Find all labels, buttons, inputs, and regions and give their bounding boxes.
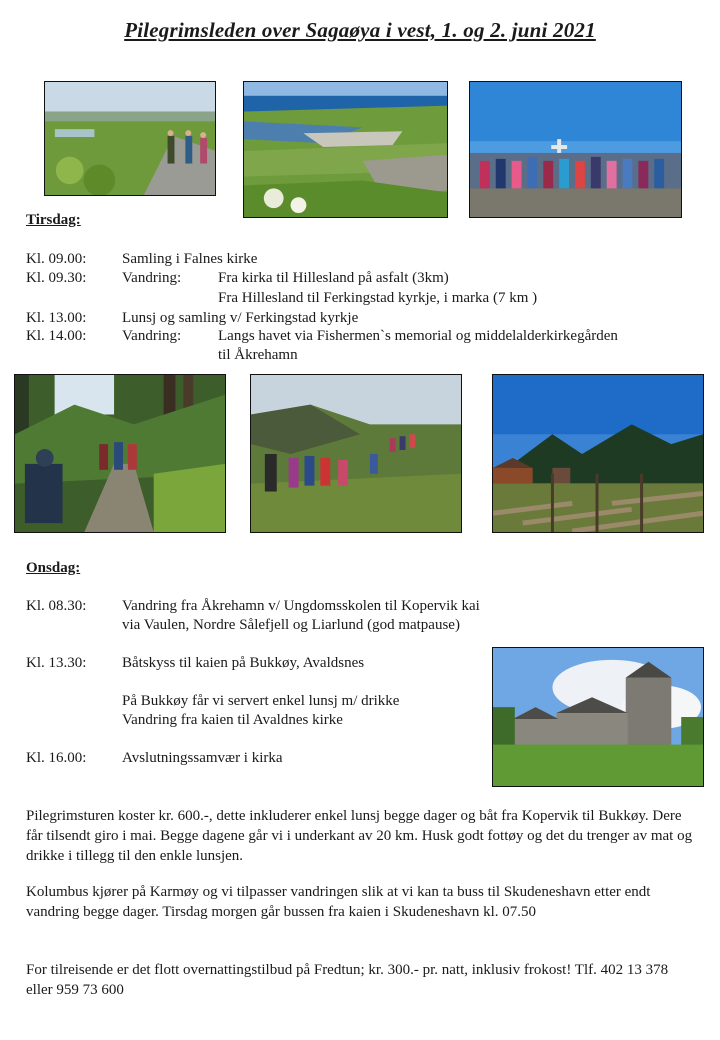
schedule-activity-label: Vandring:	[122, 328, 182, 344]
schedule-detail: Båtskyss til kaien på Bukkøy, Avaldsnes	[122, 655, 365, 671]
info-lodging-paragraph: For tilreisende er det flott overnattingstilbud på Fredtun; kr. 300.- pr. natt, inklusiv frokost! Tlf. 402 13 378 eller 959 73 600	[26, 962, 669, 998]
schedule-detail: Avslutningssamvær i kirka	[122, 750, 283, 766]
schedule-activity: Samling i Falnes kirke	[122, 251, 258, 267]
schedule-detail: Vandring fra kaien til Avaldnes kirke	[122, 712, 343, 728]
schedule-time: Kl. 09.00:	[26, 251, 87, 267]
photo-hikers-on-road	[44, 81, 216, 196]
photo-coastline	[243, 81, 448, 218]
schedule-detail: Fra Hillesland til Ferkingstad kyrkje, i marka (7 km )	[218, 290, 538, 306]
schedule-activity: Lunsj og samling v/ Ferkingstad kyrkje	[122, 310, 359, 326]
tuesday-heading: Tirsdag:	[26, 212, 81, 228]
schedule-time: Kl. 14.00:	[26, 328, 87, 344]
wednesday-heading: Onsdag:	[26, 560, 81, 576]
schedule-time: Kl. 16.00:	[26, 750, 87, 766]
schedule-detail: På Bukkøy får vi servert enkel lunsj m/ drikke	[122, 693, 400, 709]
schedule-time: Kl. 13.00:	[26, 310, 87, 326]
schedule-activity-label: Vandring:	[122, 270, 182, 286]
photo-hill-hike	[250, 374, 462, 533]
photo-group-at-cross	[469, 81, 682, 218]
schedule-detail: Langs havet via Fishermen`s memorial og middelalderkirkegården	[218, 328, 618, 344]
info-price-paragraph: Pilegrimsturen koster kr. 600.-, dette inkluderer enkel lunsj begge dager og båt fra Kopervik til Bukkøy. Dere får tilsendt giro i mai. Begge dagene går vi i underkant av 20 km. Husk godt fottøy og det du trenger av mat og drikke i tillegg til den enkle lunsjen.	[26, 808, 693, 864]
schedule-detail: Fra kirka til Hillesland på asfalt (3km)	[218, 270, 449, 286]
photo-forest-trail	[14, 374, 226, 533]
schedule-detail: til Åkrehamn	[218, 347, 298, 363]
info-bus-paragraph: Kolumbus kjører på Karmøy og vi tilpasser vandringen slik at vi kan ta buss til Skudeneshavn etter endt vandring begge dager. Tirsdag morgen går bussen fra kaien i Skudeneshavn kl. 07.50	[26, 884, 651, 920]
schedule-detail: Vandring fra Åkrehamn v/ Ungdomsskolen til Kopervik kai	[122, 598, 480, 614]
schedule-time: Kl. 08.30:	[26, 598, 87, 614]
photo-farm-buildings	[492, 374, 704, 533]
page-title: Pilegrimsleden over Sagaøya i vest, 1. og 2. juni 2021	[124, 18, 596, 42]
schedule-time: Kl. 09.30:	[26, 270, 87, 286]
schedule-detail: via Vaulen, Nordre Sålefjell og Liarlund (god matpause)	[122, 617, 460, 633]
schedule-time: Kl. 13.30:	[26, 655, 87, 671]
photo-avaldsnes-church	[492, 647, 704, 787]
